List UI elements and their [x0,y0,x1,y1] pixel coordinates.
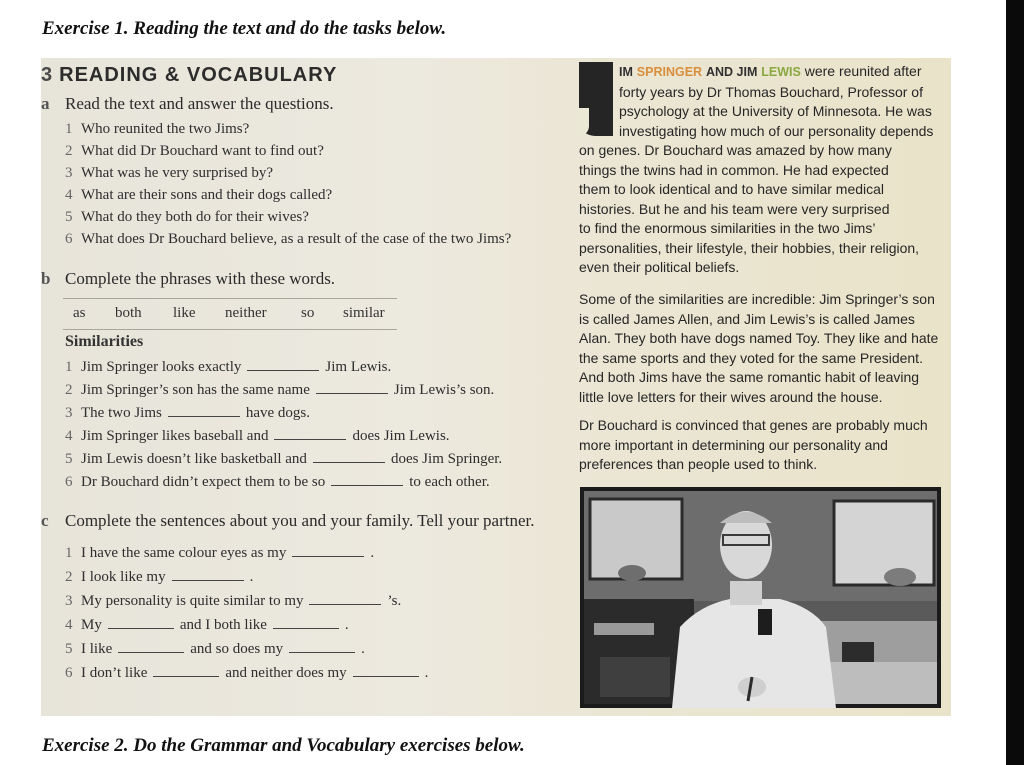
answer-blank[interactable] [168,404,240,417]
word-option: like [173,305,196,321]
answer-blank[interactable] [292,544,364,557]
answer-blank[interactable] [172,568,244,581]
sentence-6: 6 I don’t like and neither does my . [65,665,429,681]
answer-blank[interactable] [316,381,388,394]
task-b-instruction: b Complete the phrases with these words. [41,269,336,288]
similarities-heading: Similarities [65,333,144,350]
word-option: as [73,305,86,321]
task-a-instruction: a Read the text and answer the questions. [41,94,334,113]
article-paragraph-2: Some of the similarities are incredible: Jim Springer’s son is called James Allen, and Jim Lewis’s is called James Alan. They both have dogs named Toy. They like and hate the same sports and they voted for the same President. And both Jims have the same romantic habit of leaving little love letters for their wives around the house. [579,291,939,405]
phrase-6: 6 Dr Bouchard didn’t expect them to be so to each other. [65,474,490,490]
word-option: neither [225,305,267,321]
textbook-page [41,58,951,716]
answer-blank[interactable] [273,616,339,629]
answer-blank[interactable] [353,664,419,677]
answer-blank[interactable] [309,592,381,605]
phrase-2: 2 Jim Springer’s son has the same name Jim Lewis’s son. [65,382,495,398]
sentence-3: 3 My personality is quite similar to my ’s. [65,593,402,609]
answer-blank[interactable] [108,616,174,629]
answer-blank[interactable] [274,427,346,440]
task-c-instruction: c Complete the sentences about you and your family. Tell your partner. [41,511,535,530]
section-number: 3 [41,64,54,86]
laboratory-photo [580,487,941,708]
sentence-1: 1 I have the same colour eyes as my . [65,545,375,561]
article-paragraph-1: IM SPRINGER AND JIM LEWIS were reunited after forty years by Dr Thomas Bouchard, Professor of psychology at the University of Minnesota. He was investigating how much of our personality depends on genes. Dr Bouchard was amazed by how many things the twins had in common. He had expected them to look identical and to have similar medical histories. But he and his team were very surprised to find the enormous similarities in the two Jims’ personalities, their lifestyle, their hobbies, their religion, even their political beliefs. [579,62,949,278]
section-title: READING & VOCABULARY [59,64,338,86]
phrase-3: 3 The two Jims have dogs. [65,405,310,421]
answer-blank[interactable] [289,640,355,653]
drop-cap-letter [579,58,580,59]
word-option: so [301,305,315,321]
section-heading [41,64,337,87]
exercise-2-title: Exercise 2. Do the Grammar and Vocabulary exercises below. [42,735,525,756]
word-option: both [115,305,142,321]
right-edge-bar [1006,0,1024,765]
sentence-5: 5 I like and so does my . [65,641,365,657]
question-2: 2 What did Dr Bouchard want to find out? [65,143,324,159]
answer-blank[interactable] [153,664,219,677]
answer-blank[interactable] [313,450,385,463]
question-1: 1 Who reunited the two Jims? [65,121,250,137]
phrase-1: 1 Jim Springer looks exactly Jim Lewis. [65,359,392,375]
sentence-4: 4 My and I both like . [65,617,349,633]
phrase-5: 5 Jim Lewis doesn’t like basketball and does Jim Springer. [65,451,503,467]
exercise-column [41,58,576,716]
exercise-1-title: Exercise 1. Reading the text and do the tasks below. [42,18,447,39]
article-column [579,58,951,488]
question-3: 3 What was he very surprised by? [65,165,274,181]
answer-blank[interactable] [247,358,319,371]
sentence-2: 2 I look like my . [65,569,254,585]
article-paragraph-3: Dr Bouchard is convinced that genes are probably much more important in determining our personality and preferences than people used to think. [579,417,928,472]
phrase-4: 4 Jim Springer likes baseball and does Jim Lewis. [65,428,450,444]
question-6: 6 What does Dr Bouchard believe, as a result of the case of the two Jims? [65,231,512,247]
word-box [63,298,397,330]
answer-blank[interactable] [118,640,184,653]
word-option: similar [343,305,385,321]
article-lead-line: IM SPRINGER AND JIM LEWIS were reunited after [619,63,922,79]
question-5: 5 What do they both do for their wives? [65,209,309,225]
photo-caption-hidden [41,58,42,59]
answer-blank[interactable] [331,473,403,486]
question-4: 4 What are their sons and their dogs called? [65,187,333,203]
